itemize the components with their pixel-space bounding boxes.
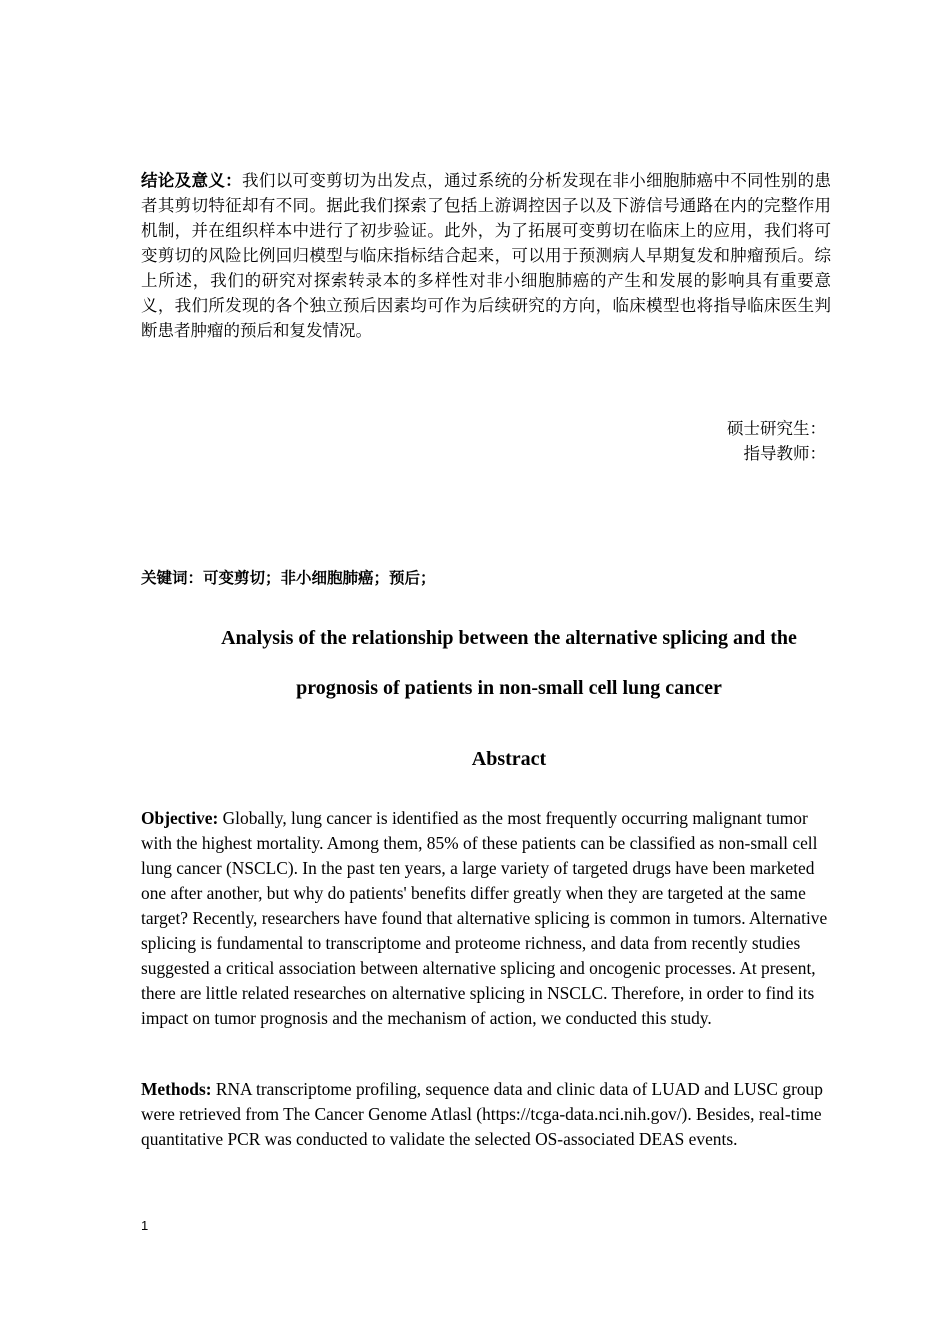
- abstract-heading: Abstract: [471, 748, 547, 770]
- objective-text: Globally, lung cancer is identified as the most frequently occurring malignant tumor with the highest mortality. Among them, 85% of these patients can be classified as non-small cell lung cancer (NSCLC). In the past ten years, a large variety of targeted drugs have been marketed one after another, but why do patients' benefits differ greatly when they are targeted at the same target? Recently, researchers have found that alternative splicing is common in tumors. Alternative splicing is fundamental to transcriptome and proteome richness, and data from recently studies suggested a critical association between alternative splicing and oncogenic processes. At present, there are little related researches on alternative splicing in NSCLC. Therefore, in order to find its impact on tumor prognosis and the mechanism of action, we conducted this study.: [141, 808, 828, 1028]
- methods-paragraph: [141, 1077, 831, 1152]
- objective-label: Objective:: [141, 808, 219, 828]
- methods-label: Methods:: [141, 1079, 212, 1099]
- conclusion-paragraph: [141, 168, 831, 343]
- conclusion-label: 结论及意义：: [141, 171, 243, 190]
- objective-paragraph: [141, 806, 831, 1031]
- methods-text: RNA transcriptome profiling, sequence data and clinic data of LUAD and LUSC group were retrieved from The Cancer Genome Atlasl (https://tcga-data.nci.nih.gov/). Besides, real-time quantitative PCR was conducted to validate the selected OS-associated DEAS events.: [141, 1079, 823, 1149]
- page-number: 1: [141, 1218, 149, 1233]
- student-label: 硕士研究生：: [727, 419, 826, 438]
- advisor-label: 指导教师：: [743, 444, 826, 463]
- keywords-line: 关键词：可变剪切；非小细胞肺癌；预后；: [141, 569, 436, 587]
- conclusion-text: 我们以可变剪切为出发点，通过系统的分析发现在非小细胞肺癌中不同性别的患者其剪切特征却有不同。据此我们探索了包括上游调控因子以及下游信号通路在内的完整作用机制，并在组织样本中进行了初步验证。此外，为了拓展可变剪切在临床上的应用，我们将可变剪切的风险比例回归模型与临床指标结合起来，可以用于预测病人早期复发和肿瘤预后。综上所述，我们的研究对探索转录本的多样性对非小细胞肺癌的产生和发展的影响具有重要意义，我们所发现的各个独立预后因素均可作为后续研究的方向，临床模型也将指导临床医生判断患者肿瘤的预后和复发情况。: [141, 171, 832, 340]
- english-title-line1: Analysis of the relationship between the alternative splicing and the: [221, 627, 797, 649]
- english-title-line2: prognosis of patients in non-small cell lung cancer: [296, 677, 722, 699]
